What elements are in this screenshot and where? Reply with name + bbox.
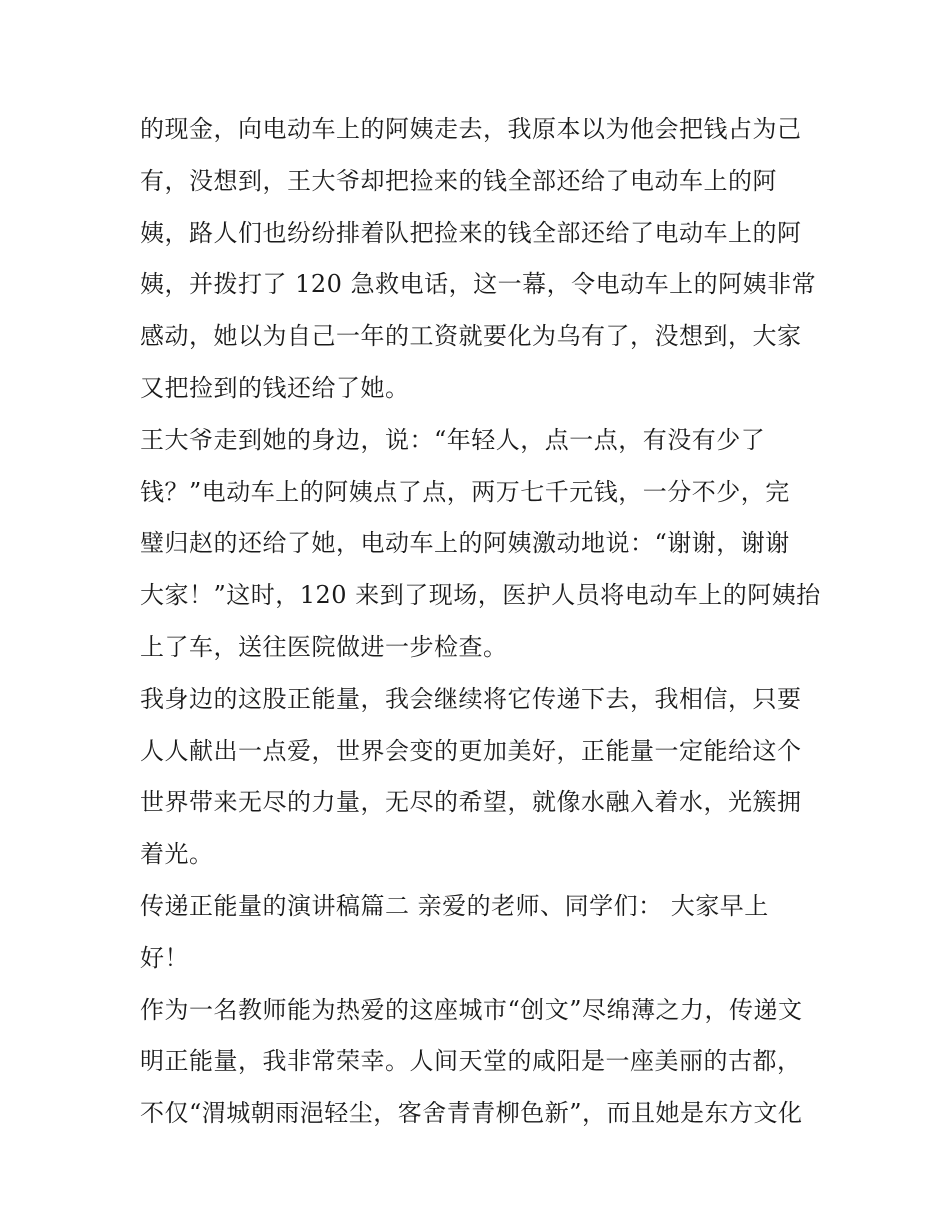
text-line: 上了车，送往医院做进一步检查。 xyxy=(140,632,508,661)
text-line: 有，没想到，王大爷却把捡来的钱全部还给了电动车上的阿 xyxy=(140,166,777,195)
text-line: 又把捡到的钱还给了她。 xyxy=(140,373,410,402)
text-line: 感动，她以为自己一年的工资就要化为乌有了，没想到，大家 xyxy=(140,322,802,351)
body-text xyxy=(140,104,820,1140)
text-line: 不仅“渭城朝雨浥轻尘，客舍青青柳色新”，而且她是东方文化 xyxy=(140,1099,803,1128)
text-line: 传递正能量的演讲稿篇二 亲爱的老师、同学们： 大家早上 xyxy=(140,891,769,920)
text-line: 世界带来无尽的力量，无尽的希望，就像水融入着水，光簇拥 xyxy=(140,788,802,817)
text-line: 姨，路人们也纷纷排着队把捡来的钱全部还给了电动车上的阿 xyxy=(140,218,802,247)
text-line: 着光。 xyxy=(140,840,214,869)
text-line: 璧归赵的还给了她，电动车上的阿姨激动地说：“谢谢，谢谢 xyxy=(140,529,790,558)
text-line: 好！ xyxy=(140,943,189,972)
text-line: 大家！”这时，120 来到了现场，医护人员将电动车上的阿姨抬 xyxy=(140,581,821,610)
text-line: 作为一名教师能为热爱的这座城市“创文”尽绵薄之力，传递文 xyxy=(140,995,803,1024)
text-line: 钱？”电动车上的阿姨点了点，两万七千元钱，一分不少，完 xyxy=(140,477,790,506)
text-line: 王大爷走到她的身边，说：“年轻人，点一点，有没有少了 xyxy=(140,425,766,454)
text-line: 我身边的这股正能量，我会继续将它传递下去，我相信，只要 xyxy=(140,684,802,713)
text-line: 的现金，向电动车上的阿姨走去，我原本以为他会把钱占为己 xyxy=(140,115,802,143)
text-line: 姨，并拨打了 120 急救电话，这一幕，令电动车上的阿姨非常 xyxy=(140,270,817,299)
text-line: 人人献出一点爱，世界会变的更加美好，正能量一定能给这个 xyxy=(140,736,802,765)
text-line: 明正能量，我非常荣幸。人间天堂的咸阳是一座美丽的古都， xyxy=(140,1047,802,1076)
